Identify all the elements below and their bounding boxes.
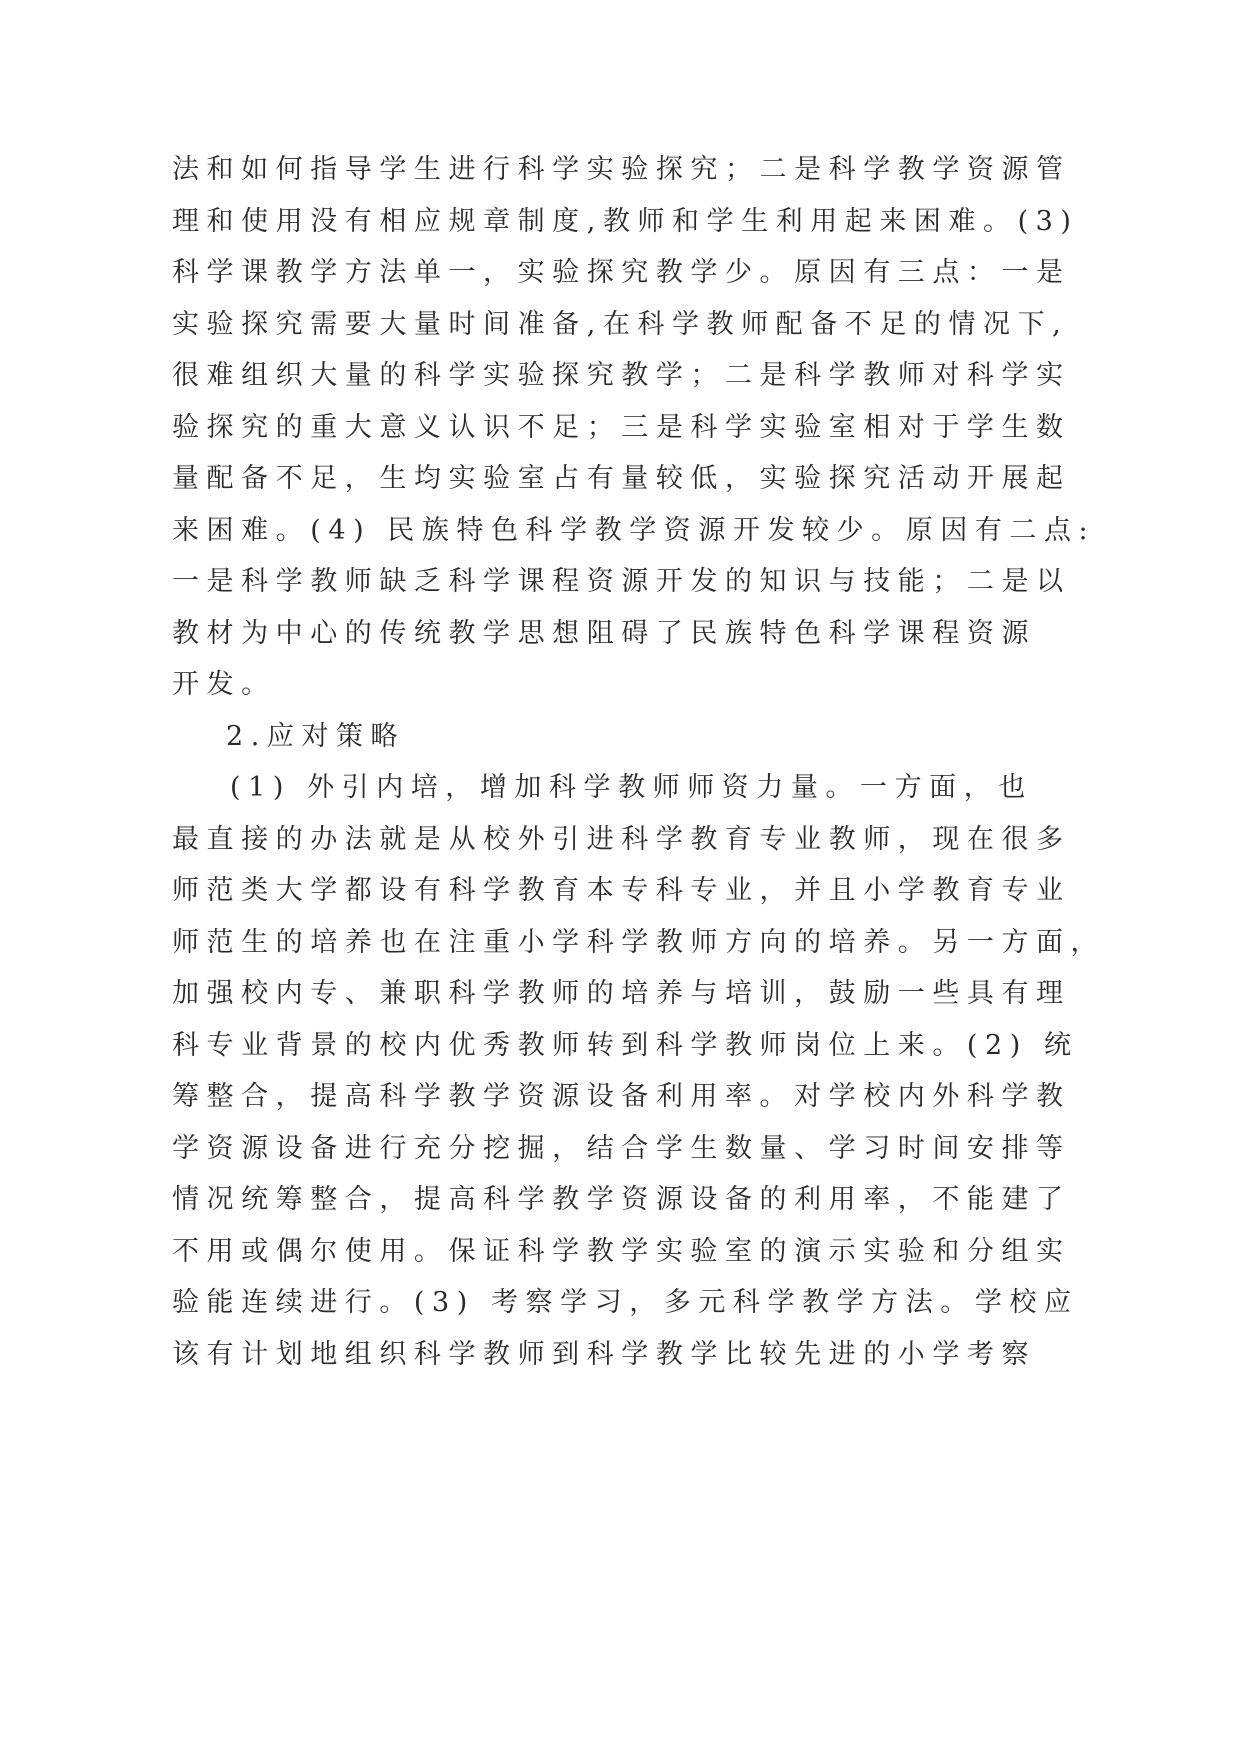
text-line: 法和如何指导学生进行科学实验探究；二是科学教学资源管	[172, 154, 1071, 185]
text-line: 科学课教学方法单一，实验探究教学少。原因有三点：一是	[172, 257, 1071, 288]
text-line: 很难组织大量的科学实验探究教学；二是科学教师对科学实	[172, 360, 1071, 391]
text-line: 该有计划地组织科学教师到科学教学比较先进的小学考察	[172, 1338, 1036, 1370]
text-line: 筹整合，提高科学教学资源设备利用率。对学校内外科学教	[172, 1081, 1071, 1112]
text-line: 加强校内专、兼职科学教师的培养与培训，鼓励一些具有理	[172, 978, 1071, 1009]
text-line: 不用或偶尔使用。保证科学教学实验室的演示实验和分组实	[172, 1235, 1071, 1267]
text-line: 理和使用没有相应规章制度,教师和学生利用起来困难。(3)	[172, 205, 1079, 237]
text-line: 验探究的重大意义认识不足；三是科学实验室相对于学生数	[172, 411, 1071, 443]
text-line: 师范类大学都设有科学教育本专科专业，并且小学教育专业	[172, 875, 1071, 906]
text-line: 师范生的培养也在注重小学科学教师方向的培养。另一方面，	[172, 926, 1106, 958]
text-line: 来困难。(4) 民族特色科学教学资源开发较少。原因有二点:	[172, 514, 1096, 546]
text-line: 情况统筹整合，提高科学教学资源设备的利用率，不能建了	[172, 1184, 1071, 1215]
text-line: 最直接的办法就是从校外引进科学教育专业教师，现在很多	[172, 823, 1071, 855]
text-line: 一是科学教师缺乏科学课程资源开发的知识与技能；二是以	[172, 566, 1071, 597]
text-line: 实验探究需要大量时间准备,在科学教师配备不足的情况下,	[172, 308, 1069, 340]
text-line: 学资源设备进行充分挖掘，结合学生数量、学习时间安排等	[172, 1132, 1071, 1164]
body-text	[172, 144, 1106, 1380]
section-heading: 2.应对策略	[226, 720, 406, 752]
text-line: 开发。	[172, 669, 276, 700]
text-line: 教材为中心的传统教学思想阻碍了民族特色科学课程资源	[172, 617, 1036, 649]
text-line: (1) 外引内培，增加科学教师师资力量。一方面，也	[230, 772, 1033, 803]
text-line: 量配备不足，生均实验室占有量较低，实验探究活动开展起	[172, 463, 1071, 494]
text-line: 科专业背景的校内优秀教师转到科学教师岗位上来。(2) 统	[172, 1029, 1079, 1061]
text-line: 验能连续进行。(3) 考察学习，多元科学教学方法。学校应	[172, 1287, 1079, 1318]
